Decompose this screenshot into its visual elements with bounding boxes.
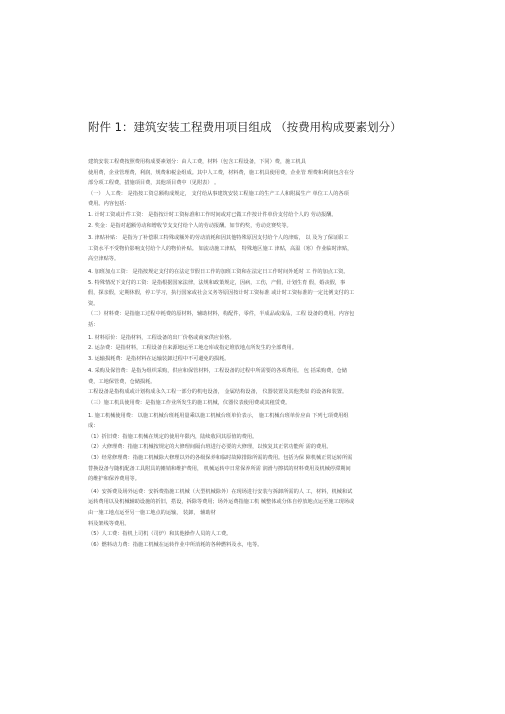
- body-line: （3）经常修理费：指施工机械除大修理以外的各级保养和临时故障排除所需的费用。包括为保 障机械正常运转所需: [88, 455, 353, 462]
- body-line: 费用。内容包括：: [88, 201, 130, 208]
- body-line: 工程设备是指构成或计划构成永久工程一部分的机电设备， 金属结构设备， 仪器装置及其他类似 的设备和装置。: [88, 389, 348, 396]
- body-line: 1. 计时工资或计件工资： 是指按计时工资标准和工作时间或对已做工作按计件单价支付给个人的 劳动报酬。: [88, 211, 337, 218]
- body-line: （4）安拆费及场外运费：安拆费指施工机械（大型机械除外）在现场进行安装与拆卸所需的人 工，材料，机械和试: [88, 488, 353, 495]
- body-line: 工资水平不受物价影响支付给个人的物价补贴。 如流动施工津贴， 特殊地区施工 津贴，高温（寒）作业临时津贴，: [88, 245, 353, 252]
- body-line: 假，探亲假，定期休假，停工学习，执行国家或社会义务等原因按计时工资标准 或计时工资标准的一定比例支付的工: [88, 290, 355, 297]
- body-line: 使用费，企业管理费，利润，规费和税金组成。其中人工费，材料费，施工机具使用费，企业管 理费和利润包含在分: [88, 169, 355, 176]
- body-line: 5. 特殊情况下支付的工资：是指根据国家法律，法规和政策规定，因病，工伤，产假，计划生育 假，婚丧假，事: [88, 279, 346, 286]
- body-line: 3. 津贴补贴： 是指为了补偿职工特殊或额外的劳动消耗和因其他特殊原因支付给个人的津贴， 以 及为了保证职工: [88, 235, 349, 242]
- body-line: 替换设备与随机配备工具附具的摊销和维护费用， 机械运转中日常保养所需 润滑与擦拭的材料费用及机械停滞期间: [88, 465, 351, 472]
- body-line: 1. 施工机械使用费： 以施工机械台班耗用量乘以施工机械台班单价表示， 施工机械台班单价应由 下列七项费用组: [88, 412, 349, 419]
- body-line: （2）大修理费：指施工机械按规定的大修理间隔台班进行必要的大修理，以恢复其正常功能所 需的费用。: [88, 444, 332, 451]
- body-line: 成：: [88, 423, 99, 430]
- body-line: 建筑安装工程费按照费用构成要素划分：由人工费，材料（包含工程设备，下同）费，施工机具: [88, 159, 306, 165]
- body-line: 运转费用以及机械辅助设施的折旧，搭设，拆除等费用；场外运费指施工机 械整体或分体自停放地点运至施工现场或: [88, 499, 355, 506]
- body-line: （二）材料费：是指施工过程中耗费的原材料，辅助材料，构配件，零件，半成品或成品，工程 设备的费用。内容包: [88, 311, 355, 318]
- body-line: 1. 材料原价：是指材料，工程设备的出厂价格或商家供应价格。: [88, 334, 235, 341]
- body-line: 2. 奖金：是指对超额劳动和增收节支支付给个人的劳动报酬。如节约奖，劳动竞赛奖等。: [88, 222, 292, 229]
- body-line: （一） 人工费： 是指按工资总额构成规定， 支付给从事建筑安装工程施工的生产工人和附属生产 单位工人的各项: [88, 190, 349, 197]
- body-line: 4. 采购及保管费：是指为组织采购，供应和保管材料，工程设备的过程中所需要的各项费用。 包 括采购费，仓储: [88, 368, 347, 375]
- body-line: （6）燃料动力费：指施工机械在运转作业中所消耗的各种燃料及水，电等。: [88, 541, 263, 548]
- body-line: 资。: [88, 300, 99, 307]
- body-line: 部分项工程费，措施项目费，其他项目费中（见附表） 。: [88, 180, 220, 187]
- body-line: 高空津贴等。: [88, 256, 120, 263]
- body-line: （三）施工机具使用费：是指施工作业所发生的施工机械，仪器仪表使用费或其租赁费。: [88, 400, 291, 407]
- body-line: （1）折旧费：指施工机械在规定的使用年限内，陆续收回其原值的费用。: [88, 433, 258, 440]
- body-line: 料及架线等费用。: [88, 520, 130, 527]
- body-line: 3. 运输损耗费：是指材料在运输装卸过程中不可避免的损耗。: [88, 355, 230, 362]
- document-body: [88, 157, 418, 550]
- body-line: 括：: [88, 321, 99, 328]
- body-line: 费，工地保管费，仓储损耗。: [88, 378, 156, 385]
- body-line: 的维护和保养费用等。: [88, 476, 140, 483]
- body-line: （5）人工费：指机上司机（司炉）和其他操作人员的人工费。: [88, 531, 232, 538]
- body-line: 2. 运杂费：是指材料，工程设备自来源地运至工地仓库或指定堆放地点所发生的全部费用。: [88, 345, 297, 352]
- body-line: 4. 加班加点工资： 是指按规定支付的在法定节假日工作的加班工资和在法定日工作时间外延时 工 作的加点工资。: [88, 268, 349, 275]
- document-title: 附件 1：建筑安装工程费用项目组成 （按费用构成要素划分）: [88, 120, 402, 134]
- body-line: 由一施工地点运至另一施工地点的运输， 装卸， 辅助材: [88, 510, 216, 516]
